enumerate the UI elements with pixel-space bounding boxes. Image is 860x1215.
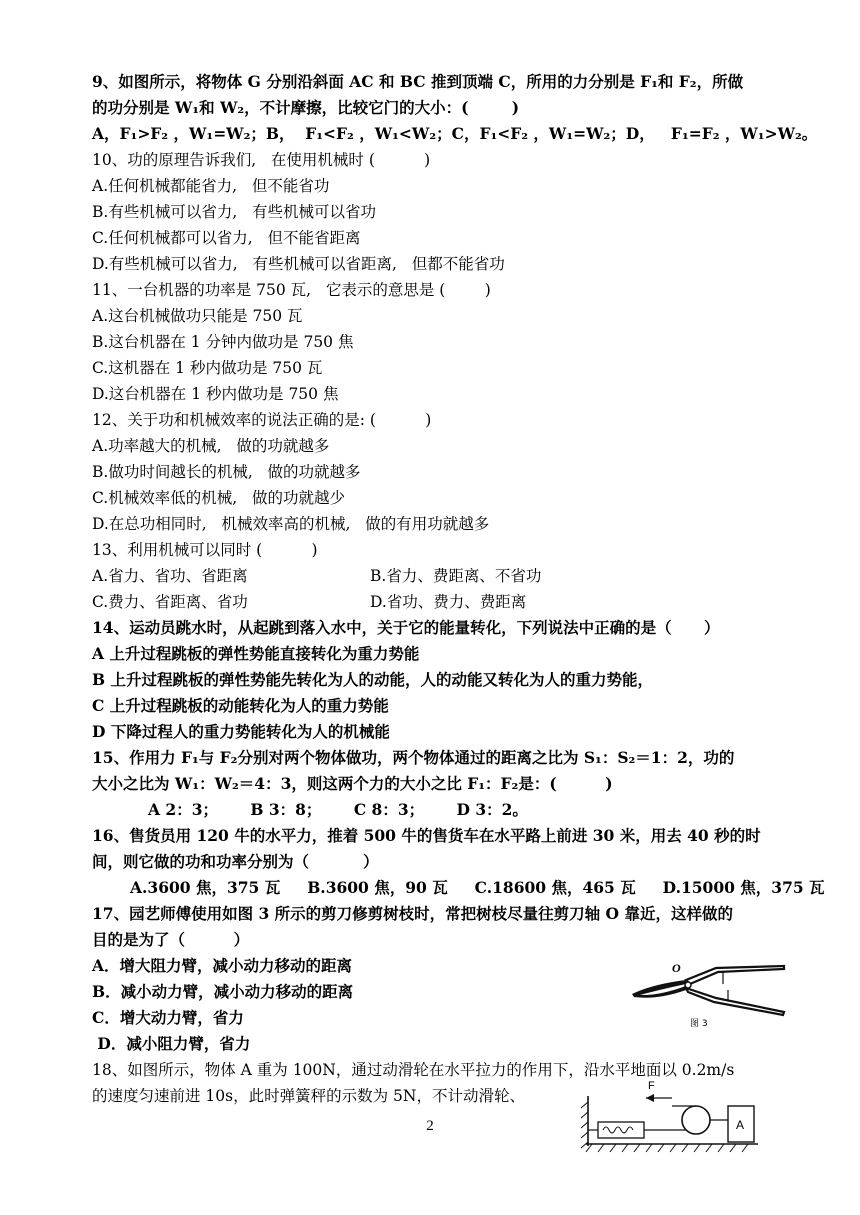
q14-option-c: C 上升过程跳板的动能转化为人的重力势能 xyxy=(92,696,389,715)
line-14: A.功率越大的机械, 做的功就越多 xyxy=(92,437,330,455)
q17-option-c: C．增大动力臂，省力 xyxy=(92,1008,244,1027)
scissors-figure xyxy=(628,950,788,1032)
page-number: 2 xyxy=(426,1118,434,1134)
q15-stem-2: 大小之比为 W₁：W₂＝4：3，则这两个力的大小之比 F₁：F₂是：( ) xyxy=(92,774,613,793)
q13-stem: 13、利用机械可以同时 ( ) xyxy=(92,541,318,559)
line-4: A.任何机械都能省力, 但不能省功 xyxy=(92,177,330,195)
line-17: D.在总功相同时, 机械效率高的机械, 做的有用功就越多 xyxy=(92,515,490,533)
q14-option-d: D 下降过程人的重力势能转化为人的机械能 xyxy=(92,722,390,741)
line-6: C.任何机械都可以省力, 但不能省距离 xyxy=(92,229,361,247)
q14-stem: 14、运动员跳水时，从起跳到落入水中，关于它的能量转化，下列说法中正确的是（ ） xyxy=(92,618,720,637)
q14-option-a: A 上升过程跳板的弹性势能直接转化为重力势能 xyxy=(92,644,420,663)
figure-caption: 图 3 xyxy=(690,1019,708,1029)
q17-option-b: B．减小动力臂，减小动力移动的距离 xyxy=(92,982,354,1001)
q15-stem-1: 15、作用力 F₁与 F₂分别对两个物体做功，两个物体通过的距离之比为 S₁：S₂＝1：2，功的 xyxy=(92,748,735,767)
line-8: 11、一台机器的功率是 750 瓦, 它表示的意思是 ( ) xyxy=(92,281,491,299)
line-7: D.有些机械可以省力, 有些机械可以省距离, 但都不能省功 xyxy=(92,255,505,273)
line-0: 9、如图所示，将物体 G 分别沿斜面 AC 和 BC 推到顶端 C，所用的力分别是 F₁和 F₂，所做 xyxy=(92,72,744,91)
line-15: B.做功时间越长的机械, 做的功就越多 xyxy=(92,463,361,481)
line-11: C.这机器在 1 秒内做功是 750 瓦 xyxy=(92,359,323,377)
line-2: A，F₁>F₂ ，W₁=W₂；B， F₁<F₂ ，W₁<W₂；C，F₁<F₂ ，W₁=W₂；D， F₁=F₂ ，W₁>W₂。 xyxy=(92,124,818,143)
line-10: B.这台机器在 1 分钟内做功是 750 焦 xyxy=(92,333,354,351)
q15-options: A 2：3； B 3：8； C 8：3； D 3：2。 xyxy=(148,800,528,819)
q17-option-a: A．增大阻力臂，减小动力移动的距离 xyxy=(92,956,353,975)
q16-stem-2: 间，则它做的功和功率分别为（ ） xyxy=(92,852,379,871)
force-label: F xyxy=(648,1080,655,1092)
q18-stem-2: 的速度匀速前进 10s，此时弹簧秤的示数为 5N，不计动滑轮、 xyxy=(92,1087,525,1105)
q16-options: A.3600 焦，375 瓦 B.3600 焦，90 瓦 C.18600 焦，465 瓦 D.15000 焦，375 瓦 xyxy=(130,878,825,897)
line-5: B.有些机械可以省力, 有些机械可以省功 xyxy=(92,203,377,221)
q13-option-d: D.省功、费力、费距离 xyxy=(370,593,527,611)
q16-stem-1: 16、售货员用 120 牛的水平力，推着 500 牛的售货车在水平路上前进 30 米，用去 40 秒的时 xyxy=(92,826,761,845)
q13-option-c: C.费力、省距离、省功 xyxy=(92,593,248,611)
line-1: 的功分别是 W₁和 W₂，不计摩擦，比较它门的大小：( ) xyxy=(92,98,520,117)
line-9: A.这台机械做功只能是 750 瓦 xyxy=(92,307,303,325)
block-label: A xyxy=(736,1118,745,1132)
q17-stem-1: 17、园艺师傅使用如图 3 所示的剪刀修剪树枝时，常把树枝尽量往剪刀轴 O 靠近，这样做的 xyxy=(92,904,733,923)
q13-option-b: B.省力、费距离、不省功 xyxy=(370,567,542,585)
line-13: 12、关于功和机械效率的说法正确的是: ( ) xyxy=(92,411,432,429)
q18-stem-1: 18、如图所示，物体 A 重为 100N，通过动滑轮在水平拉力的作用下，沿水平地面以 0.2m/s xyxy=(92,1061,735,1079)
axis-label-o: O xyxy=(672,961,681,975)
q13-option-a: A.省力、省功、省距离 xyxy=(92,567,248,585)
line-16: C.机械效率低的机械, 做的功就越少 xyxy=(92,489,345,507)
q14-option-b: B 上升过程跳板的弹性势能先转化为人的动能，人的动能又转化为人的重力势能， xyxy=(92,670,653,689)
q17-stem-2: 目的是为了（ ） xyxy=(92,930,250,949)
q17-option-d: D．减小阻力臂，省力 xyxy=(92,1034,251,1053)
line-12: D.这台机器在 1 秒内做功是 750 焦 xyxy=(92,385,339,403)
line-3: 10、功的原理告诉我们, 在使用机械时 ( ) xyxy=(92,151,431,169)
